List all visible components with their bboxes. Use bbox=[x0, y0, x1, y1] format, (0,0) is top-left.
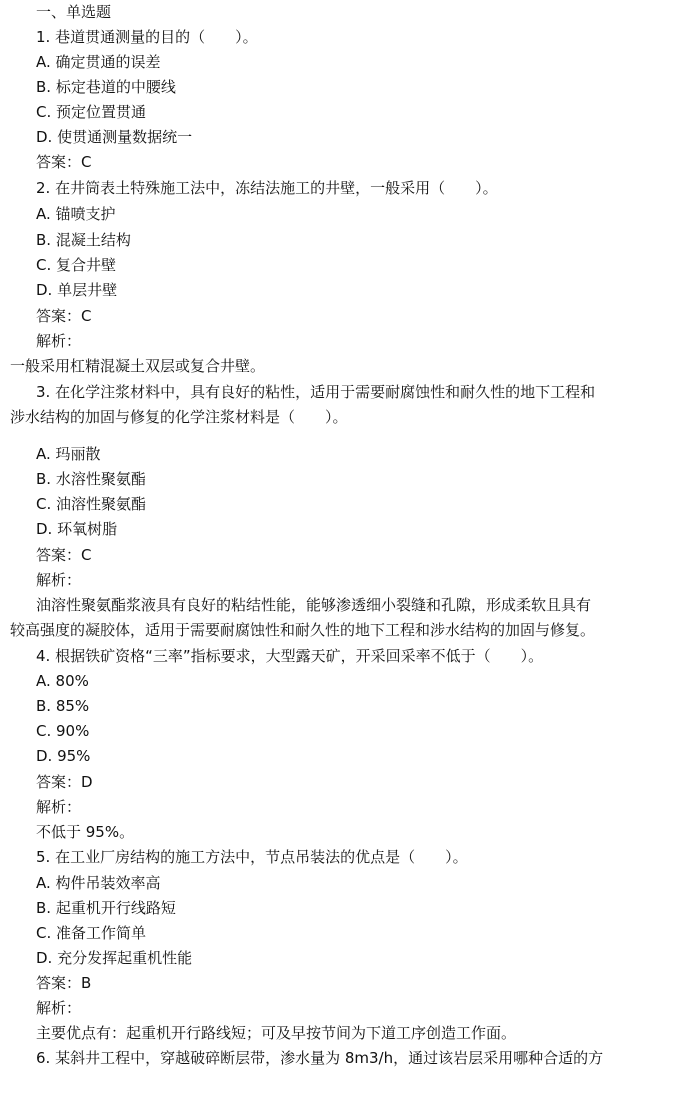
question-3-analysis-line-2: 较高强度的凝胶体，适用于需要耐腐蚀性和耐久性的地下工程和涉水结构的加固与修复。 bbox=[10, 621, 596, 639]
question-4-analysis: 不低于 95%。 bbox=[36, 823, 135, 841]
question-5-analysis: 主要优点有：起重机开行路线短；可及早按节间为下道工序创造工作面。 bbox=[36, 1024, 517, 1042]
question-4-option-d: D. 95% bbox=[36, 747, 91, 765]
question-4-option-c: C. 90% bbox=[36, 722, 90, 740]
question-2-option-a: A. 锚喷支护 bbox=[36, 205, 116, 223]
question-2-option-b: B. 混凝土结构 bbox=[36, 231, 131, 249]
section-title: 一、单选题 bbox=[36, 3, 112, 21]
question-3-option-b: B. 水溶性聚氨酯 bbox=[36, 470, 146, 488]
question-6-stem: 6. 某斜井工程中，穿越破碎断层带，渗水量为 8m3/h，通过该岩层采用哪种合适的方 bbox=[36, 1049, 604, 1067]
question-2-answer: 答案：C bbox=[36, 307, 92, 325]
question-2-option-c: C. 复合井壁 bbox=[36, 256, 117, 274]
question-3-option-a: A. 玛丽散 bbox=[36, 445, 101, 463]
question-1-stem: 1. 巷道贯通测量的目的（ ）。 bbox=[36, 28, 258, 46]
question-3-analysis-line-1: 油溶性聚氨酯浆液具有良好的粘结性能，能够渗透细小裂缝和孔隙，形成柔软且具有 bbox=[36, 596, 592, 614]
question-1-answer: 答案：C bbox=[36, 153, 92, 171]
question-4-answer: 答案：D bbox=[36, 773, 93, 791]
question-4-option-a: A. 80% bbox=[36, 672, 89, 690]
question-3-stem-line-1: 3. 在化学注浆材料中，具有良好的粘性，适用于需要耐腐蚀性和耐久性的地下工程和 bbox=[36, 383, 596, 401]
question-4-option-b: B. 85% bbox=[36, 697, 90, 715]
question-2-analysis: 一般采用杠精混凝土双层或复合井壁。 bbox=[10, 357, 266, 375]
question-5-option-d: D. 充分发挥起重机性能 bbox=[36, 949, 193, 967]
question-5-option-c: C. 准备工作简单 bbox=[36, 924, 147, 942]
question-1-option-a: A. 确定贯通的误差 bbox=[36, 53, 161, 71]
question-2-stem: 2. 在井筒表土特殊施工法中，冻结法施工的井壁，一般采用（ ）。 bbox=[36, 179, 498, 197]
question-5-stem: 5. 在工业厂房结构的施工方法中，节点吊装法的优点是（ ）。 bbox=[36, 848, 468, 866]
question-2-option-d: D. 单层井壁 bbox=[36, 281, 118, 299]
question-5-answer: 答案：B bbox=[36, 974, 92, 992]
question-3-option-c: C. 油溶性聚氨酯 bbox=[36, 495, 147, 513]
question-1-option-d: D. 使贯通测量数据统一 bbox=[36, 128, 193, 146]
question-3-option-d: D. 环氧树脂 bbox=[36, 520, 118, 538]
question-5-option-a: A. 构件吊装效率高 bbox=[36, 874, 161, 892]
question-3-analysis-label: 解析： bbox=[36, 571, 82, 589]
question-5-analysis-label: 解析： bbox=[36, 999, 82, 1017]
question-3-answer: 答案：C bbox=[36, 546, 92, 564]
question-5-option-b: B. 起重机开行线路短 bbox=[36, 899, 176, 917]
question-4-analysis-label: 解析： bbox=[36, 798, 82, 816]
question-1-option-b: B. 标定巷道的中腰线 bbox=[36, 78, 176, 96]
question-2-analysis-label: 解析： bbox=[36, 332, 82, 350]
question-4-stem: 4. 根据铁矿资格“三率”指标要求，大型露天矿，开采回采率不低于（ ）。 bbox=[36, 647, 544, 665]
question-3-stem-line-2: 涉水结构的加固与修复的化学注浆材料是（ ）。 bbox=[10, 408, 348, 426]
question-1-option-c: C. 预定位置贯通 bbox=[36, 103, 147, 121]
